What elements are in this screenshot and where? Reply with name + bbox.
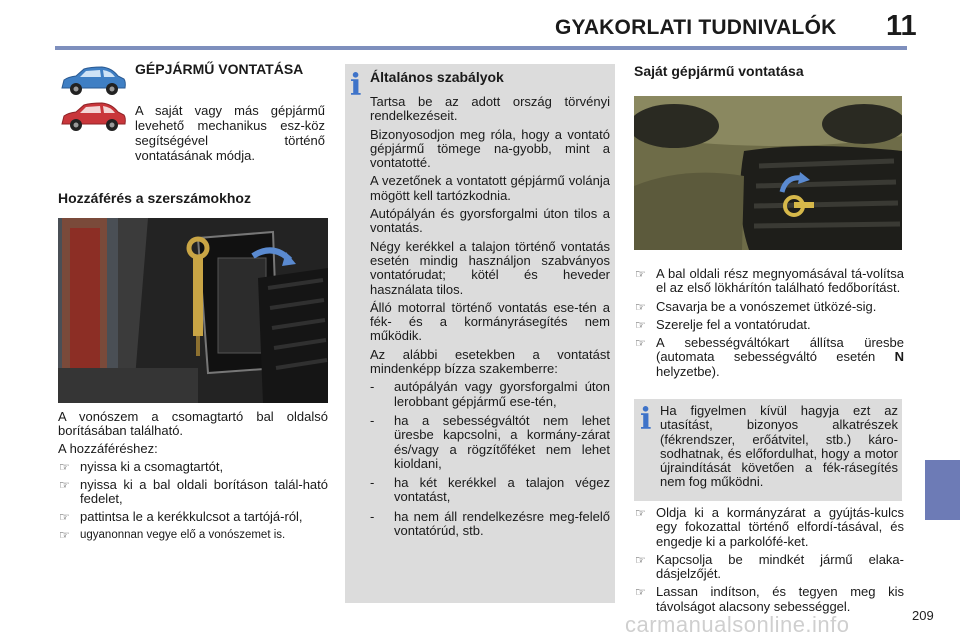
own-vehicle-steps bbox=[634, 267, 904, 383]
trunk-tool-photo bbox=[58, 218, 328, 403]
list-item: ☞ pattintsa le a kerékkulcsot a tartójá-ról, bbox=[59, 509, 303, 524]
tool-location-text: A vonószem a csomagtartó bal oldalsó borításában található. bbox=[58, 409, 328, 438]
rule-paragraph: Tartsa be az adott ország törvényi rendelkezéseit. bbox=[370, 94, 610, 124]
list-item: ☞ Lassan indítson, és tegyen meg kis távolságot alacsony sebességgel. bbox=[635, 584, 904, 614]
page-number: 209 bbox=[912, 608, 934, 623]
rule-paragraph: Álló motorral történő vontatás ese-tén a fék- és a kormányrásegítés nem működik. bbox=[370, 299, 610, 344]
list-item: ☞ Oldja ki a kormányzárat a gyújtás-kulcs egy fokozattal történő elfordí-tásával, és engedje ki a parkolófé-ket. bbox=[635, 505, 904, 549]
info-icon: i bbox=[350, 68, 362, 103]
pointing-hand-icon: ☞ bbox=[635, 336, 646, 351]
list-item: ☞ A bal oldali rész megnyomásával tá-volítsa el az első lökhárítón található fedőborítást. bbox=[635, 266, 904, 296]
warning-text: Ha figyelmen kívül hagyja ezt az utasítást, bizonyos alkatrészek (fékrendszer, erőátvitel, stb.) káro-sodhatnak, és előfordulhat, hogy a motor újraindítását követően a fék-rásegítés nem fog működni. bbox=[660, 403, 898, 490]
pointing-hand-icon: ☞ bbox=[635, 506, 646, 520]
list-item: ☞ Kapcsolja be mindkét jármű elaka-dásjelzőjét. bbox=[635, 551, 904, 582]
list-item: ☞ ugyanonnan vegye elő a vonószemet is. bbox=[59, 528, 286, 542]
list-item: ☞ Szerelje fel a vontatórudat. bbox=[635, 316, 811, 332]
tool-access-text bbox=[58, 410, 328, 546]
tool-access-intro: A hozzáféréshez: bbox=[58, 441, 158, 456]
list-item: ☞ nyissa ki a csomagtartót, bbox=[59, 459, 224, 474]
own-vehicle-title: Saját gépjármű vontatása bbox=[634, 63, 804, 79]
towing-section-title: GÉPJÁRMŰ VONTATÁSA bbox=[135, 61, 304, 77]
chapter-title: GYAKORLATI TUDNIVALÓK bbox=[555, 16, 837, 39]
pointing-hand-icon: ☞ bbox=[59, 510, 70, 524]
pointing-hand-icon: ☞ bbox=[635, 585, 646, 600]
rule-paragraph: Az alábbi esetekben a vontatást mindenképp bízza szakemberre: bbox=[370, 346, 610, 377]
pointing-hand-icon: ☞ bbox=[635, 267, 646, 281]
tool-access-steps bbox=[58, 460, 328, 542]
pointing-hand-icon: ☞ bbox=[635, 552, 646, 567]
chapter-side-tab bbox=[925, 460, 960, 520]
rule-paragraph: Bizonyosodjon meg róla, hogy a vontató gépjármű tömege na-gyobb, mint a vontatotté. bbox=[370, 126, 610, 171]
blue-car-icon bbox=[58, 64, 128, 98]
list-item: ☞ A sebességváltókart állítsa üresbe (automata sebességváltó esetén N helyzetbe). bbox=[635, 335, 904, 379]
list-item: - ha két kerékkel a talajon végez vontatást, bbox=[370, 475, 610, 505]
header-divider bbox=[55, 46, 907, 50]
red-car-icon bbox=[58, 100, 128, 134]
chapter-number: 11 bbox=[886, 10, 917, 42]
expert-cases-list bbox=[370, 380, 610, 538]
list-item: ☞ nyissa ki a bal oldali borításon talál-ható fedelet, bbox=[59, 477, 328, 506]
pointing-hand-icon: ☞ bbox=[635, 317, 646, 332]
towing-description: A saját vagy más gépjármű levehető mechanikus esz-köz segítségével történő vontatásának módja. bbox=[135, 103, 325, 163]
general-rules-title: Általános szabályok bbox=[370, 69, 504, 85]
list-item: - ha a sebességváltót nem lehet üresbe kapcsolni, a kormány-zárat és/vagy a rögzítőféket nem lehet kioldani, bbox=[370, 412, 610, 471]
watermark: carmanualsonline.info bbox=[625, 612, 850, 637]
rule-paragraph: Autópályán és gyorsforgalmi úton tilos a vontatás. bbox=[370, 206, 610, 236]
info-icon: i bbox=[640, 402, 652, 437]
rule-paragraph: A vezetőnek a vontatott gépjármű volánja mögött kell tartózkodnia. bbox=[370, 173, 610, 203]
pointing-hand-icon: ☞ bbox=[59, 528, 70, 542]
neutral-position-label: N bbox=[894, 349, 904, 365]
front-bumper-photo bbox=[634, 96, 902, 250]
list-item: ☞ Csavarja be a vonószemet ütközé-sig. bbox=[635, 298, 877, 314]
own-vehicle-steps-after bbox=[634, 506, 904, 618]
pointing-hand-icon: ☞ bbox=[59, 460, 70, 474]
list-item: - autópályán vagy gyorsforgalmi úton lerobbant gépjármű ese-tén, bbox=[370, 379, 610, 409]
pointing-hand-icon: ☞ bbox=[59, 478, 70, 492]
list-item: - ha nem áll rendelkezésre meg-felelő vontatórúd, stb. bbox=[370, 508, 610, 539]
pointing-hand-icon: ☞ bbox=[635, 299, 646, 314]
rule-paragraph: Négy kerékkel a talajon történő vontatás esetén mindig használjon szabványos vontatórudat; kötél és heveder használata tilos. bbox=[370, 238, 610, 297]
tool-access-heading: Hozzáférés a szerszámokhoz bbox=[58, 190, 251, 206]
general-rules-body bbox=[370, 95, 610, 543]
